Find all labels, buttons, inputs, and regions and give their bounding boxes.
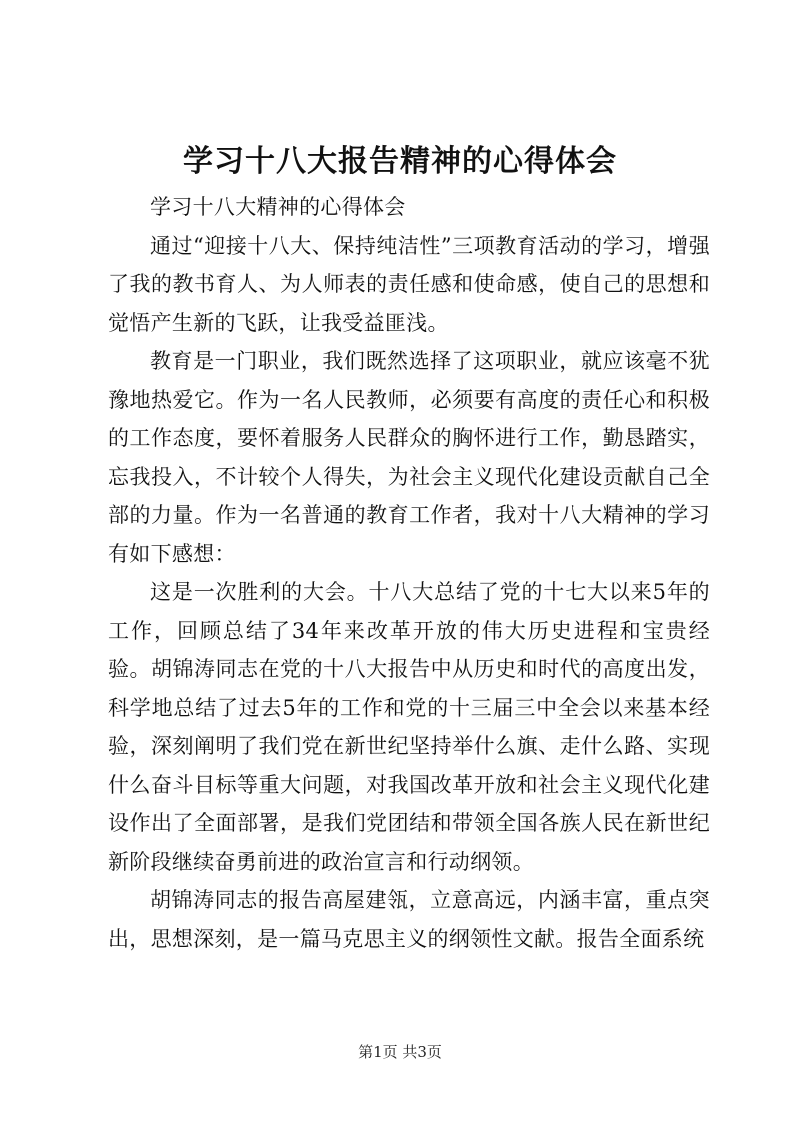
paragraph-3: 这是一次胜利的大会。十八大总结了党的十七大以来5年的工作，回顾总结了34年来改革开放的伟大历史进程和宝贵经验。胡锦涛同志在党的十八大报告中从历史和时代的高度出发，科学地总结了过去5年的工作和党的十三届三中全会以来基本经验，深刻阐明了我们党在新世纪坚持举什么旗、走什么路、实现什么奋斗目标等重大问题，对我国改革开放和社会主义现代化建设作出了全面部署，是我们党团结和带领全国各族人民在新世纪新阶段继续奋勇前进的政治宣言和行动纲领。 [108, 580, 710, 874]
document-body [108, 188, 710, 958]
paragraph-4: 胡锦涛同志的报告高屋建瓴，立意高远，内涵丰富，重点突出，思想深刻，是一篇马克思主义的纲领性文献。报告全面系统 [108, 888, 710, 951]
document-subtitle: 学习十八大精神的心得体会 [150, 195, 406, 219]
paragraph-2: 教育是一门职业，我们既然选择了这项职业，就应该毫不犹豫地热爱它。作为一名人民教师，必须要有高度的责任心和积极的工作态度，要怀着服务人民群众的胸怀进行工作，勤恳踏实，忘我投入，不计较个人得失，为社会主义现代化建设贡献自己全部的力量。作为一名普通的教育工作者，我对十八大精神的学习有如下感想： [108, 349, 710, 566]
paragraph-1: 通过“迎接十八大、保持纯洁性”三项教育活动的学习，增强了我的教书育人、为人师表的责任感和使命感，使自己的思想和觉悟产生新的飞跃，让我受益匪浅。 [108, 233, 710, 335]
page-title: 学习十八大报告精神的心得体会 [183, 144, 617, 179]
page-footer: 第1页 共3页 [358, 1043, 442, 1061]
